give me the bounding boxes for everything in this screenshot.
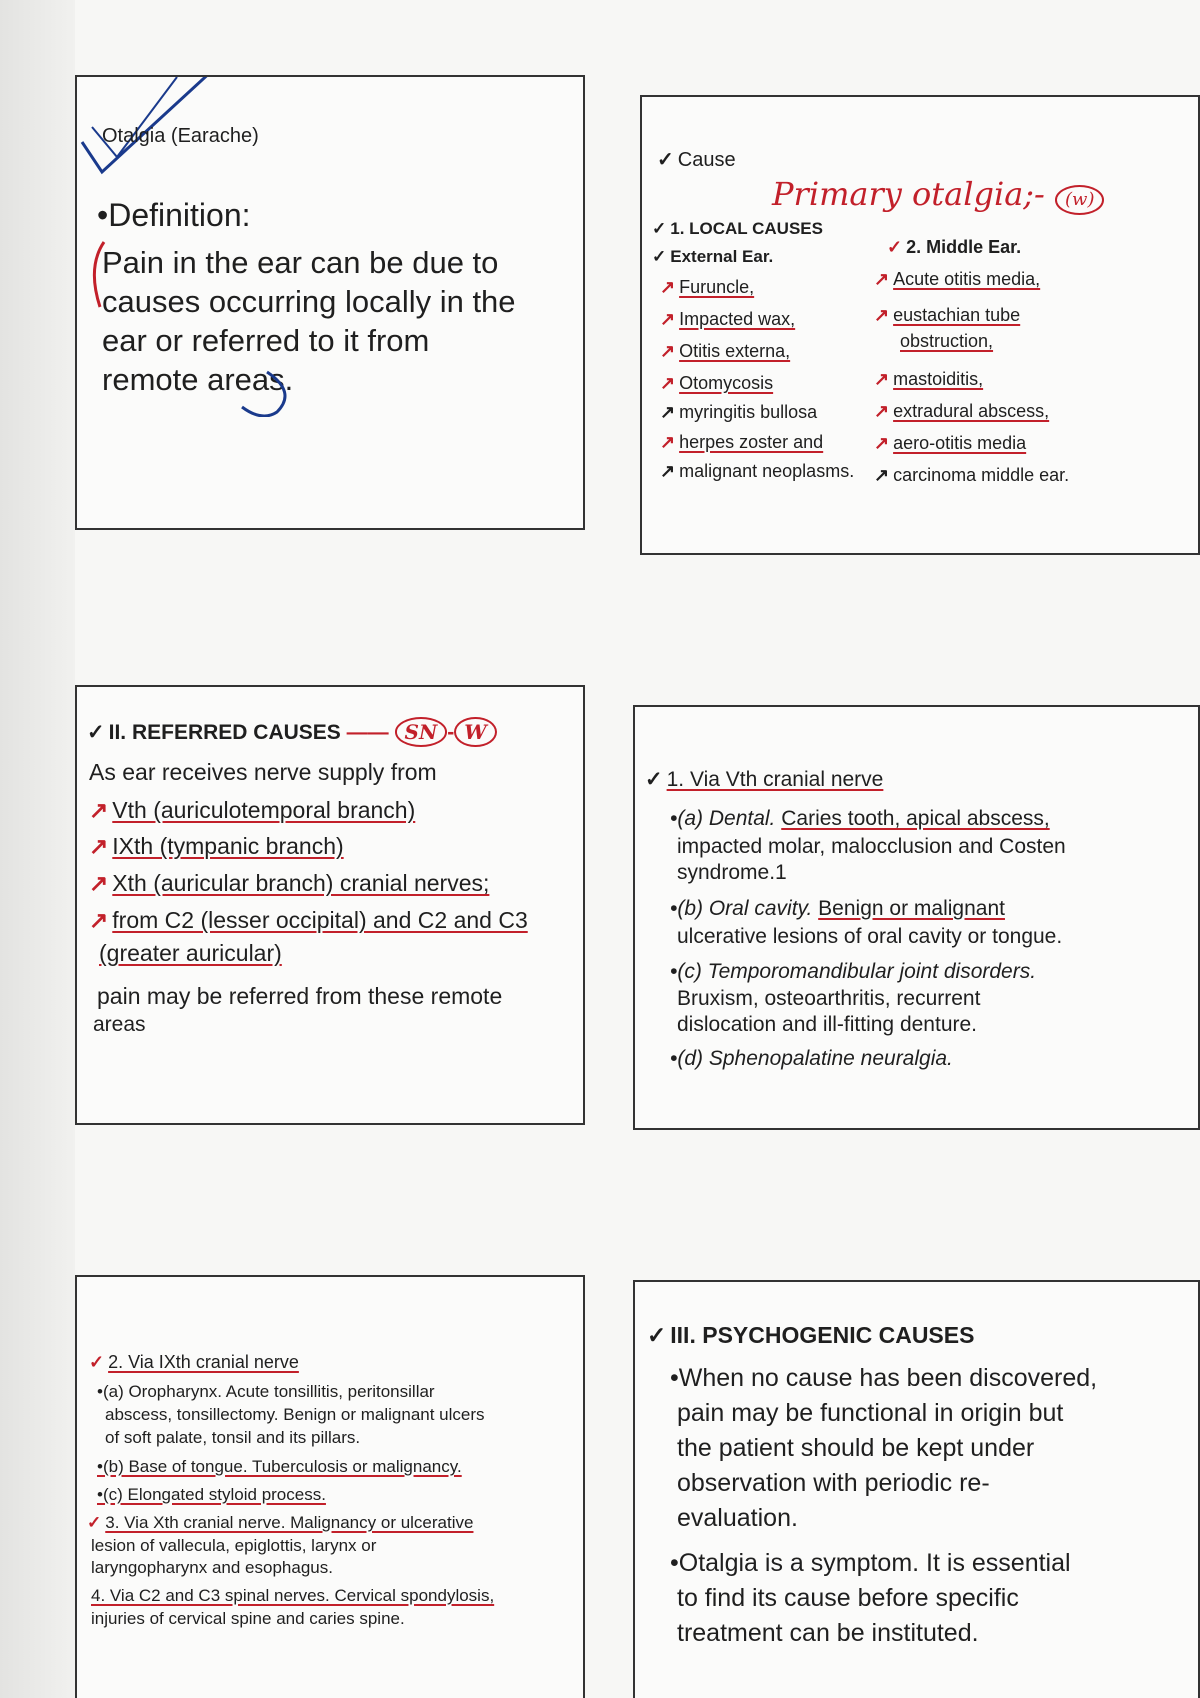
- list-item: ↗ extradural abscess,: [874, 401, 1050, 421]
- slide-title: Otalgia (Earache): [102, 125, 259, 147]
- item-b-line-2: ulcerative lesions of oral cavity or tongue.: [677, 925, 1063, 948]
- nerve-line-1: ↗ Vth (auriculotemporal branch): [89, 797, 416, 823]
- arrow-icon: ↗: [874, 305, 890, 325]
- item-c: •(c) Elongated styloid process.: [97, 1485, 326, 1504]
- slide-causes: [640, 95, 1200, 555]
- xth-nerve-line-3: laryngopharynx and esophagus.: [91, 1558, 333, 1577]
- para-1-line-1: •When no cause has been discovered,: [670, 1364, 1098, 1392]
- item-c-line-2: Bruxism, osteoarthritis, recurrent: [677, 987, 981, 1010]
- list-item: ↗ eustachian tube: [874, 305, 1021, 325]
- para-2-line-3: treatment can be instituted.: [677, 1619, 979, 1647]
- spinal-nerve-line-2: injuries of cervical spine and caries spine.: [91, 1609, 405, 1628]
- definition-line-2: causes occurring locally in the: [102, 284, 516, 319]
- external-ear-heading: ✓ External Ear.: [652, 247, 774, 266]
- local-causes-heading: ✓ 1. LOCAL CAUSES: [652, 219, 823, 238]
- definition-line-3: ear or referred to it from: [102, 323, 430, 358]
- checkmark-icon: ✓: [647, 1322, 667, 1348]
- item-d: •(d) Sphenopalatine neuralgia.: [670, 1047, 953, 1070]
- item-b: •(b) Base of tongue. Tuberculosis or malignancy.: [97, 1457, 462, 1476]
- slide-title: ✓ II. REFERRED CAUSES —— SN - W: [87, 717, 497, 747]
- item-a: •(a) Dental. Caries tooth, apical abscess,: [670, 807, 1050, 830]
- list-item: ↗ Furuncle,: [660, 277, 755, 297]
- item-c: •(c) Temporomandibular joint disorders.: [670, 960, 1037, 983]
- slide-via-vth-nerve: [633, 705, 1200, 1130]
- para-2-line-1: •Otalgia is a symptom. It is essential: [670, 1549, 1071, 1577]
- para-1-line-3: the patient should be kept under: [677, 1434, 1035, 1462]
- list-item: obstruction,: [900, 331, 994, 351]
- item-a-line-3: of soft palate, tonsil and its pillars.: [105, 1428, 361, 1447]
- arrow-icon: ↗: [874, 401, 890, 421]
- item-a-line-2: abscess, tonsillectomy. Benign or malignant ulcers: [105, 1405, 485, 1424]
- badge-w: W: [454, 717, 496, 747]
- outro-text-2: areas: [93, 1013, 146, 1036]
- definition-line-4: remote areas.: [102, 362, 294, 397]
- xth-nerve-line-1: ✓ 3. Via Xth cranial nerve. Malignancy or ulcerative: [87, 1513, 474, 1532]
- arrow-icon: ↗: [660, 309, 676, 329]
- slide-title: ✓ III. PSYCHOGENIC CAUSES: [647, 1322, 975, 1348]
- slide-referred-causes: [75, 685, 585, 1125]
- list-item: ↗ Acute otitis media,: [874, 269, 1041, 289]
- checkmark-icon: ✓: [652, 247, 667, 266]
- para-1-line-4: observation with periodic re-: [677, 1469, 990, 1497]
- arrow-icon: ↗: [660, 461, 676, 481]
- page-edge-shadow: [0, 0, 75, 1698]
- definition-line-1: Pain in the ear can be due to: [102, 245, 499, 280]
- list-item: ↗ Impacted wax,: [660, 309, 796, 329]
- arrow-icon: ↗: [874, 465, 890, 485]
- checkmark-icon: ✓: [887, 237, 903, 257]
- arrow-icon: ↗: [660, 277, 676, 297]
- checkmark-icon: ✓: [657, 149, 674, 171]
- red-bracket-annotation: [82, 237, 382, 417]
- item-a-line-3: syndrome.1: [677, 861, 787, 884]
- list-item: ↗ myringitis bullosa: [660, 402, 818, 422]
- para-2-line-2: to find its cause before specific: [677, 1584, 1019, 1612]
- badge-sn: SN: [395, 717, 448, 747]
- slide-otalgia-definition: [75, 75, 585, 530]
- arrow-icon: ↗: [874, 433, 890, 453]
- arrow-icon: ↗: [89, 797, 109, 823]
- outro-text-1: pain may be referred from these remote: [97, 983, 503, 1009]
- slide-title: ✓ 2. Via IXth cranial nerve: [89, 1352, 299, 1372]
- checkmark-icon: ✓: [87, 721, 105, 744]
- item-c-line-3: dislocation and ill-fitting denture.: [677, 1013, 978, 1036]
- nerve-line-5: (greater auricular): [99, 940, 282, 966]
- arrow-icon: ↗: [89, 870, 109, 896]
- arrow-icon: ↗: [660, 341, 676, 361]
- badge-w: (w): [1055, 185, 1104, 215]
- handwritten-primary-otalgia: Primary otalgia;- (w): [772, 175, 1104, 215]
- list-item: ↗ malignant neoplasms.: [660, 461, 855, 481]
- item-b: •(b) Oral cavity. Benign or malignant: [670, 897, 1005, 920]
- arrow-icon: ↗: [660, 432, 676, 452]
- item-a-line-2: impacted molar, malocclusion and Costen: [677, 835, 1066, 858]
- intro-text: As ear receives nerve supply from: [89, 759, 437, 785]
- list-item: ↗ Otitis externa,: [660, 341, 791, 361]
- checkmark-icon: ✓: [645, 768, 663, 791]
- checkmark-icon: ✓: [652, 219, 667, 238]
- definition-label: •Definition:: [97, 197, 251, 233]
- arrow-icon: ↗: [89, 833, 109, 859]
- para-1-line-2: pain may be functional in origin but: [677, 1399, 1064, 1427]
- item-a-line-1: •(a) Oropharynx. Acute tonsillitis, peritonsillar: [97, 1382, 435, 1401]
- list-item: ↗ carcinoma middle ear.: [874, 465, 1070, 485]
- slide-title: ✓ 1. Via Vth cranial nerve: [645, 768, 884, 791]
- list-item: ↗ aero-otitis media: [874, 433, 1027, 453]
- nerve-line-4: ↗ from C2 (lesser occipital) and C2 and C3: [89, 907, 528, 933]
- list-item: ↗ herpes zoster and: [660, 432, 824, 452]
- para-1-line-5: evaluation.: [677, 1504, 798, 1532]
- checkmark-icon: ✓: [87, 1513, 102, 1532]
- arrow-icon: ↗: [89, 907, 109, 933]
- nerve-line-2: ↗ IXth (tympanic branch): [89, 833, 344, 859]
- list-item: ↗ Otomycosis: [660, 373, 774, 393]
- slide-psychogenic-causes: [633, 1280, 1200, 1698]
- arrow-icon: ↗: [660, 402, 676, 422]
- arrow-icon: ↗: [874, 269, 890, 289]
- nerve-line-3: ↗ Xth (auricular branch) cranial nerves;: [89, 870, 490, 896]
- checkmark-icon: ✓: [89, 1352, 105, 1372]
- arrow-icon: ↗: [660, 373, 676, 393]
- slide-via-ixth-xth-nerve: [75, 1275, 585, 1698]
- arrow-icon: ↗: [874, 369, 890, 389]
- slide-title: ✓ Cause: [657, 149, 736, 171]
- xth-nerve-line-2: lesion of vallecula, epiglottis, larynx or: [91, 1536, 377, 1555]
- list-item: ↗ mastoiditis,: [874, 369, 984, 389]
- middle-ear-heading: ✓ 2. Middle Ear.: [887, 237, 1022, 257]
- spinal-nerve-line-1: 4. Via C2 and C3 spinal nerves. Cervical spondylosis,: [91, 1586, 495, 1605]
